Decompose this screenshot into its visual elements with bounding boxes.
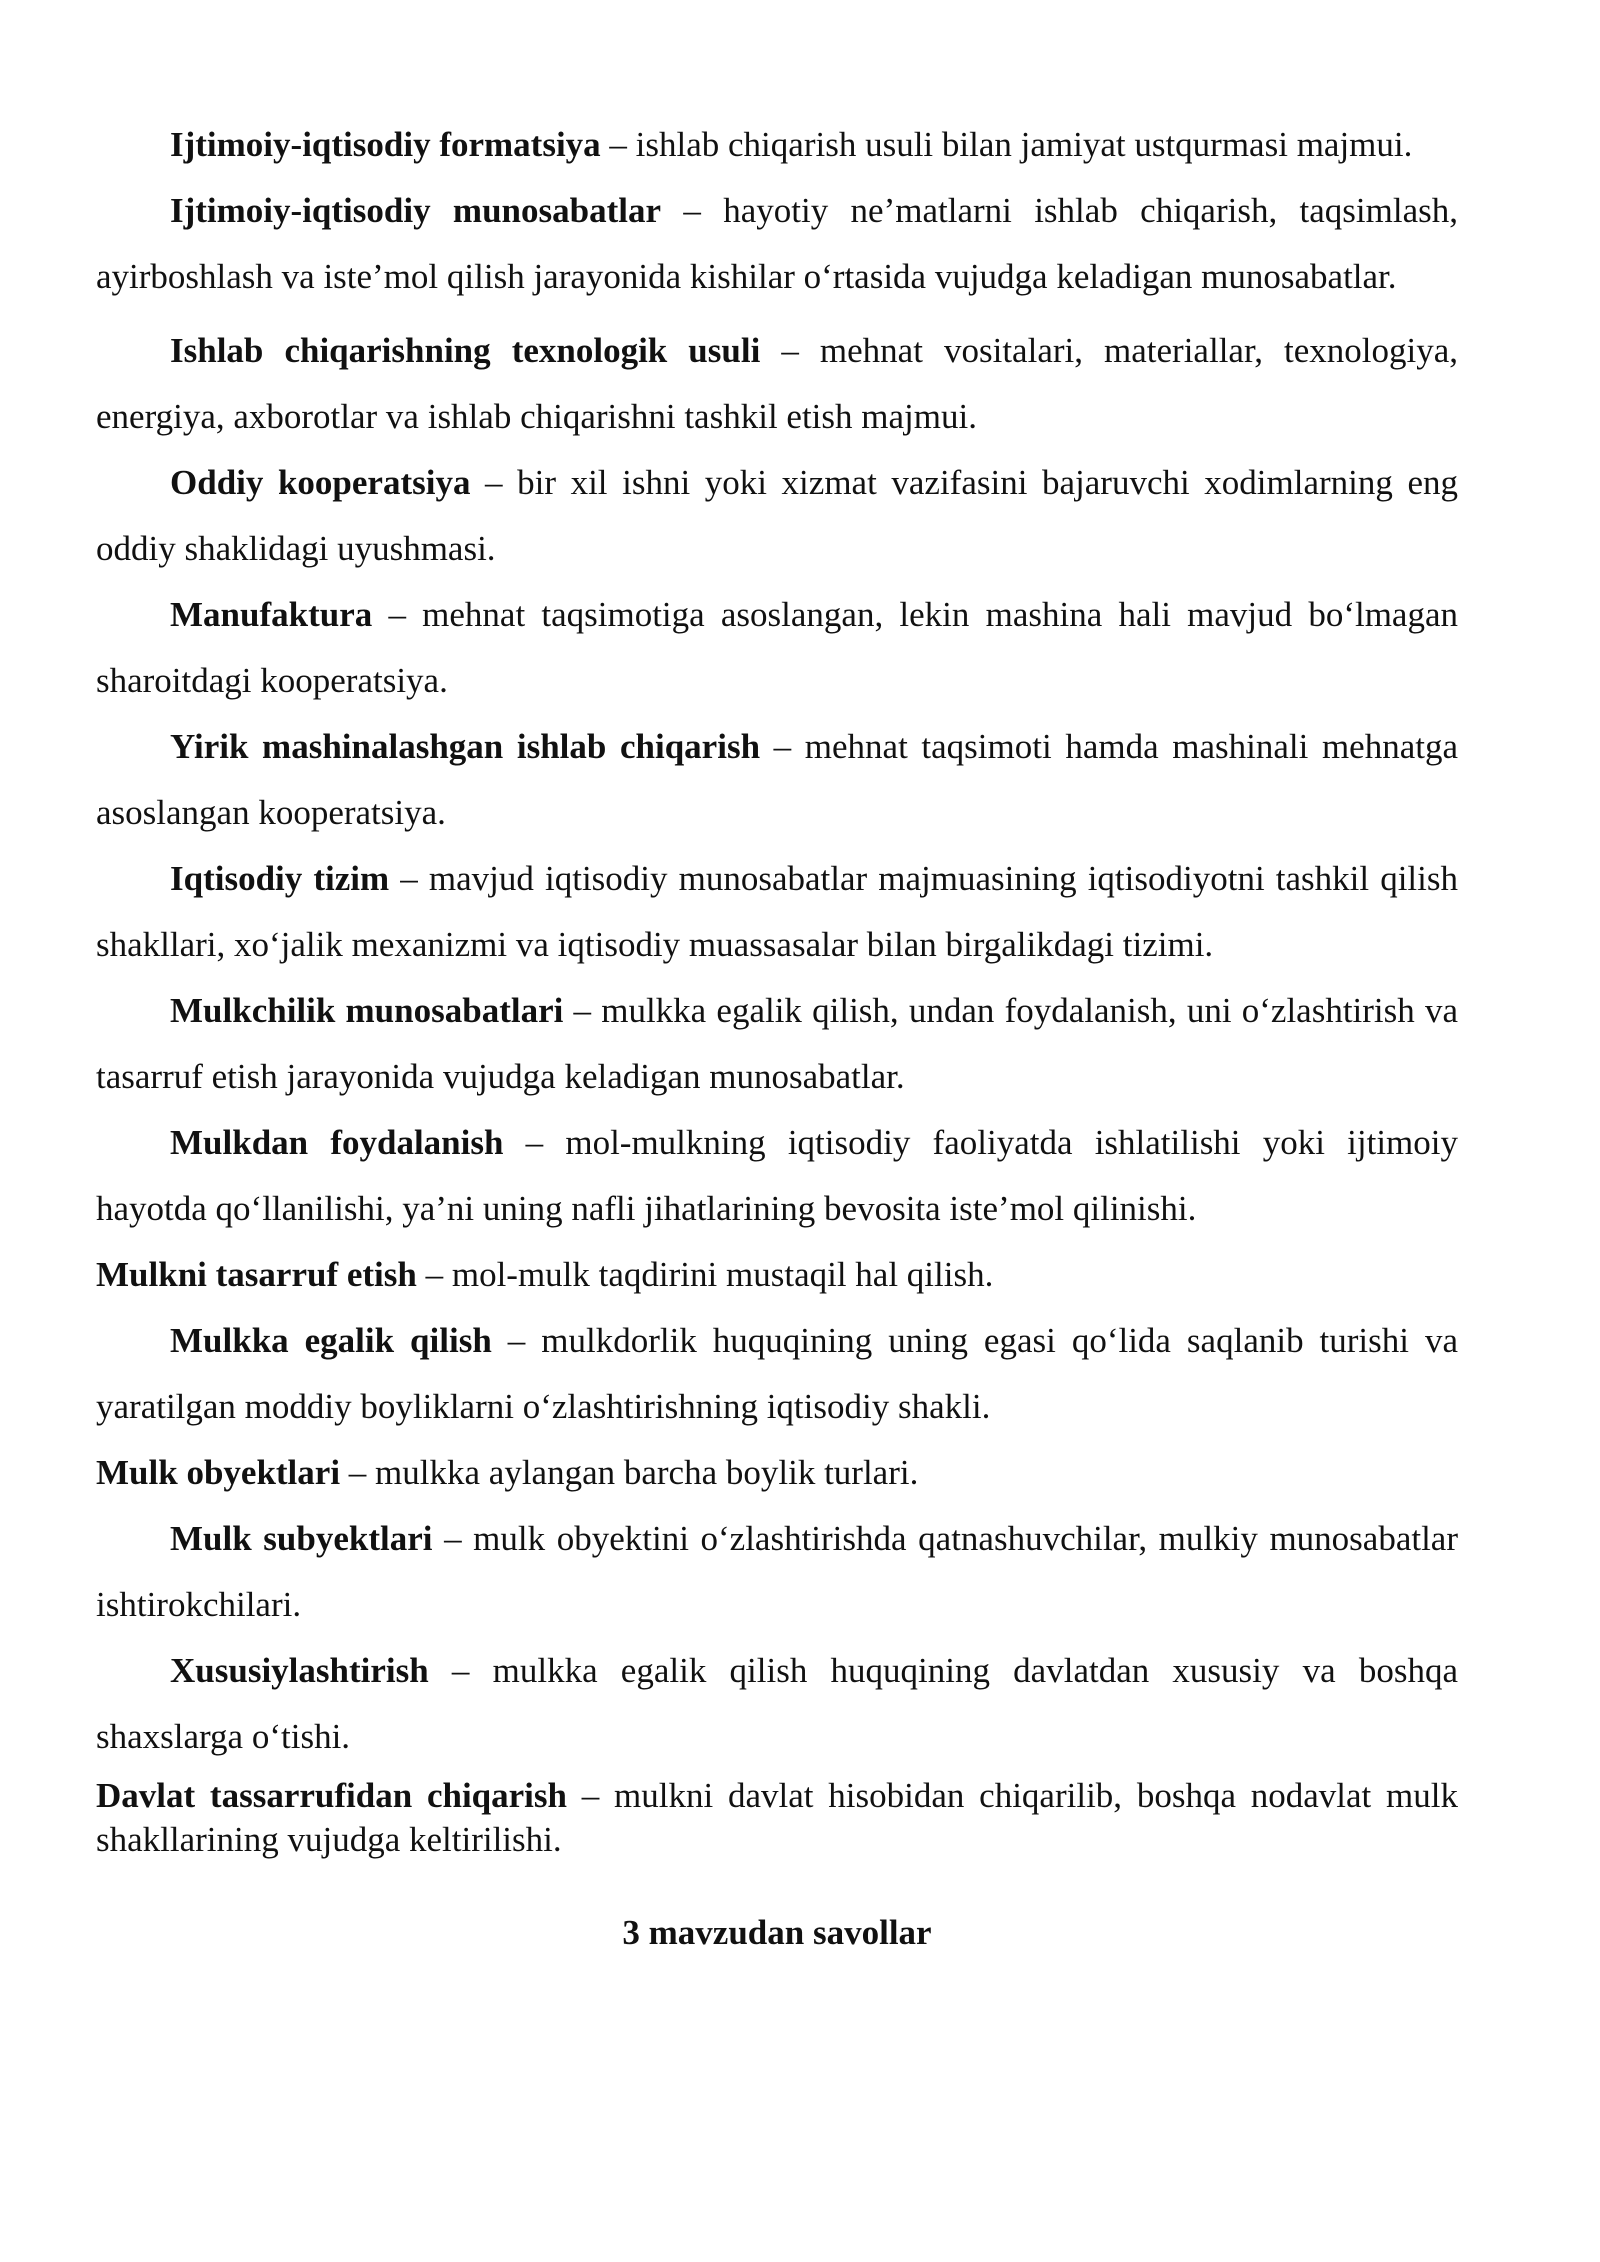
term-separator: –: [491, 1321, 542, 1360]
glossary-definition: mol-mulkning iqtisodiy faoliyatda ishlatilishi yoki ijtimoiy hayotda qo‘llanilishi, ya’ni uning nafli jihatlarining bevosita iste’mol qilinishi.: [96, 1123, 1459, 1228]
glossary-term: Mulk obyektlari: [96, 1453, 341, 1492]
glossary-definition: mehnat taqsimotiga asoslangan, lekin mashina hali mavjud bo‘lmagan sharoitdagi kooperatsiya.: [96, 595, 1458, 700]
glossary-term: Mulkchilik munosabatlari: [170, 991, 564, 1030]
glossary-entry: [96, 450, 1458, 582]
glossary-entry: [96, 1774, 1458, 1862]
term-separator: –: [661, 191, 724, 230]
glossary-term: Manufaktura: [170, 595, 373, 634]
glossary-entry: [96, 582, 1458, 714]
term-separator: –: [760, 727, 805, 766]
glossary-term: Davlat tassarrufidan chiqarish: [96, 1776, 567, 1815]
glossary-entry: [96, 846, 1458, 978]
glossary-definition: mulkka egalik qilish huquqining davlatdan xususiy va boshqa shaxslarga o‘tishi.: [96, 1651, 1458, 1756]
glossary-term: Mulk subyektlari: [170, 1519, 433, 1558]
glossary-term: Iqtisodiy tizim: [170, 859, 390, 898]
glossary-term: Ijtimoiy-iqtisodiy munosabatlar: [170, 191, 662, 230]
term-separator: –: [428, 1651, 493, 1690]
glossary-term: Mulkka egalik qilish: [170, 1321, 492, 1360]
term-separator: –: [372, 595, 423, 634]
glossary-entry: [96, 112, 1458, 178]
glossary-entry: [96, 318, 1458, 450]
glossary-definition: mehnat taqsimoti hamda mashinali mehnatga asoslangan kooperatsiya.: [96, 727, 1458, 832]
glossary-term: Ishlab chiqarishning texnologik usuli: [170, 331, 761, 370]
glossary-definition: mavjud iqtisodiy munosabatlar majmuasining iqtisodiyotni tashkil qilish shakllari, xo‘jalik mexanizmi va iqtisodiy muassasalar bilan birgalikdagi tizimi.: [96, 859, 1459, 964]
term-separator: –: [340, 1453, 376, 1492]
glossary-entry: [96, 178, 1458, 310]
term-separator: –: [760, 331, 820, 370]
term-separator: –: [503, 1123, 566, 1162]
glossary-term: Ijtimoiy-iqtisodiy formatsiya: [170, 125, 601, 164]
term-separator: –: [566, 1776, 615, 1815]
glossary-definition: mol-mulk taqdirini mustaqil hal qilish.: [451, 1255, 994, 1294]
glossary-definition: mulk obyektini o‘zlashtirishda qatnashuvchilar, mulkiy munosabatlar ishtirokchilari.: [96, 1519, 1458, 1624]
document-page: [96, 112, 1458, 1958]
glossary-term: Oddiy kooperatsiya: [170, 463, 471, 502]
term-separator: –: [470, 463, 518, 502]
term-separator: –: [389, 859, 429, 898]
glossary-definition: mulkdorlik huquqining uning egasi qo‘lida saqlanib turishi va yaratilgan moddiy boyliklarni o‘zlashtirishning iqtisodiy shakli.: [96, 1321, 1459, 1426]
glossary-definition: ishlab chiqarish usuli bilan jamiyat ustqurmasi majmui.: [635, 125, 1413, 164]
section-heading: 3 mavzudan savollar: [622, 1913, 932, 1952]
glossary-definition: mehnat vositalari, materiallar, texnologiya, energiya, axborotlar va ishlab chiqarishni tashkil etish majmui.: [96, 331, 1458, 436]
glossary-entry: [96, 1242, 1458, 1308]
term-separator: –: [416, 1255, 452, 1294]
glossary-entry: [96, 1638, 1458, 1770]
glossary-definition: mulkka aylangan barcha boylik turlari.: [375, 1453, 919, 1492]
term-separator: –: [563, 991, 602, 1030]
glossary-entry: [96, 1308, 1458, 1440]
glossary-entry: [96, 1506, 1458, 1638]
term-separator: –: [432, 1519, 474, 1558]
term-separator: –: [600, 125, 636, 164]
glossary-definition: mulkni davlat hisobidan chiqarilib, boshqa nodavlat mulk shakllarining vujudga keltirilishi.: [96, 1776, 1458, 1859]
glossary-term: Mulkni tasarruf etish: [96, 1255, 417, 1294]
glossary-entry: [96, 978, 1458, 1110]
glossary-definition: hayotiy ne’matlarni ishlab chiqarish, taqsimlash, ayirboshlash va iste’mol qilish jarayonida kishilar o‘rtasida vujudga keladigan munosabatlar.: [96, 191, 1459, 296]
glossary-definition: mulkka egalik qilish, undan foydalanish, uni o‘zlashtirish va tasarruf etish jarayonida vujudga keladigan munosabatlar.: [96, 991, 1458, 1096]
glossary-term: Yirik mashinalashgan ishlab chiqarish: [170, 727, 761, 766]
glossary-entry: [96, 1440, 1458, 1506]
glossary-term: Xususiylashtirish: [170, 1651, 429, 1690]
glossary-term: Mulkdan foydalanish: [170, 1123, 504, 1162]
glossary-entry: [96, 1110, 1458, 1242]
glossary-entry: [96, 714, 1458, 846]
glossary-definition: bir xil ishni yoki xizmat vazifasini bajaruvchi xodimlarning eng oddiy shaklidagi uyushmasi.: [96, 463, 1458, 568]
